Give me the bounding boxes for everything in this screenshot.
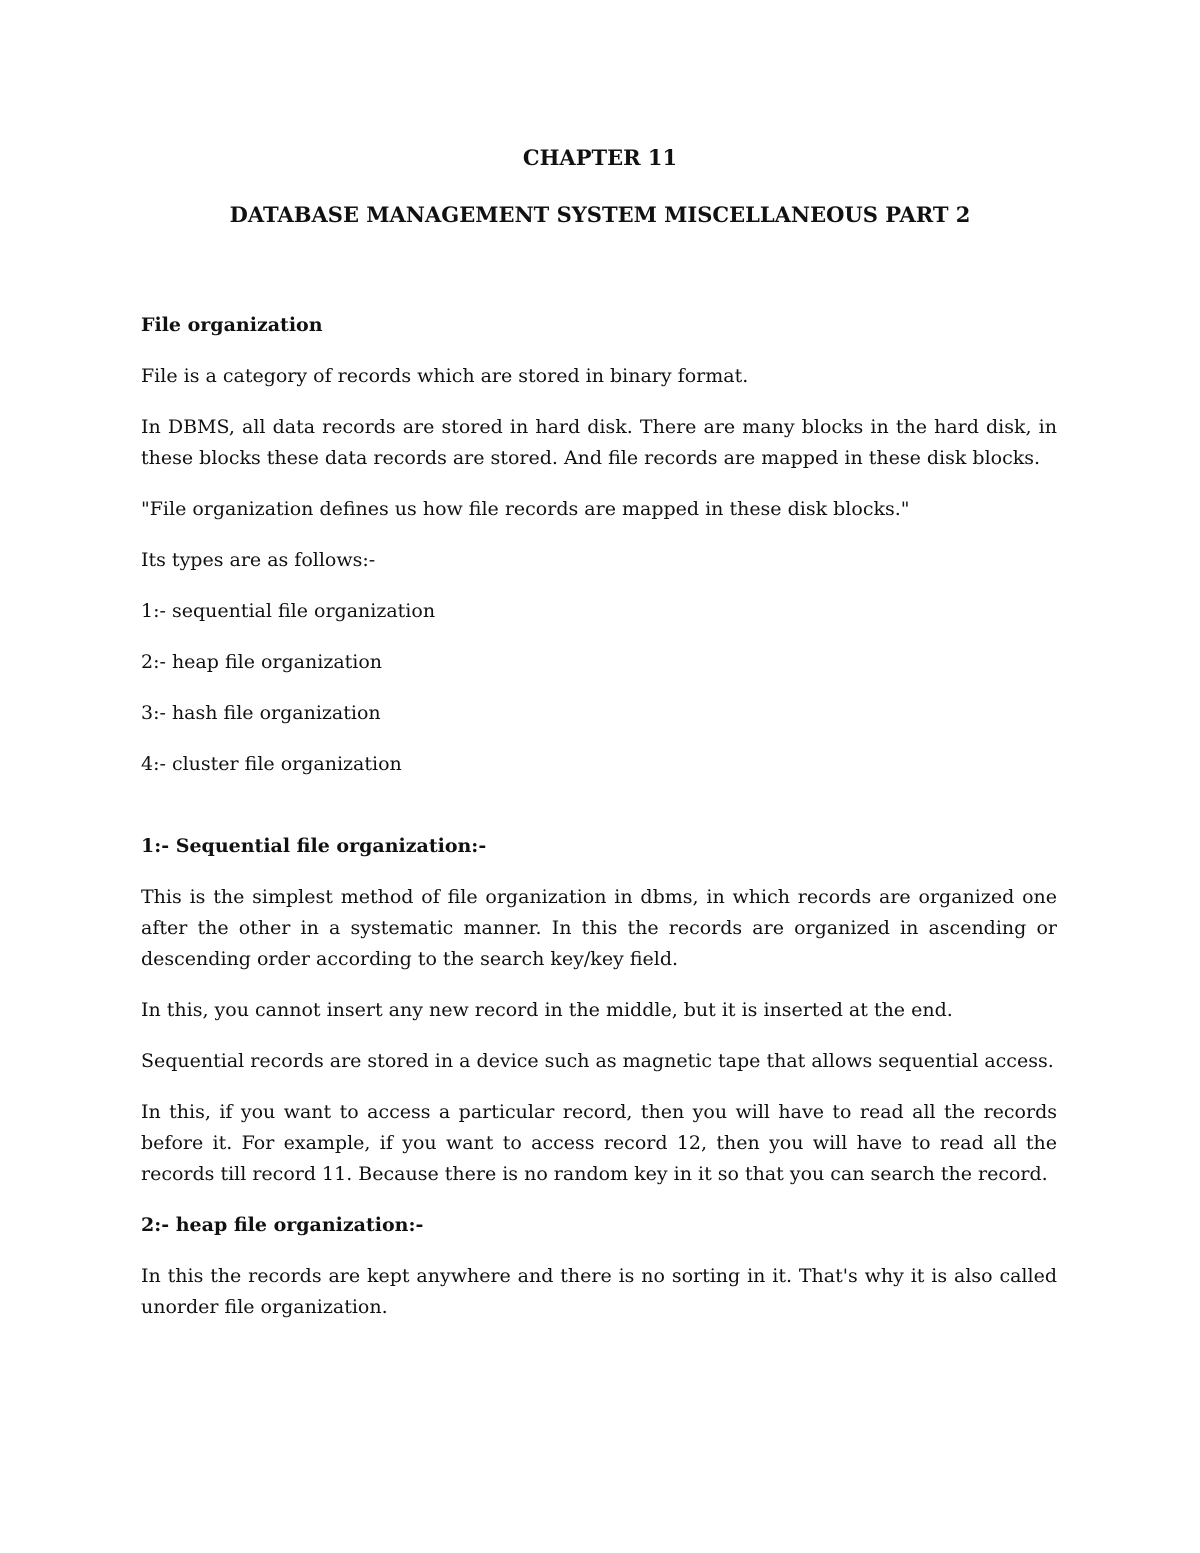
- section-heading-file-organization: File organization: [141, 314, 323, 336]
- list-item: 1:- sequential file organization: [141, 600, 436, 622]
- list-item: 3:- hash file organization: [141, 702, 381, 724]
- paragraph: File is a category of records which are stored in binary format.: [141, 365, 749, 387]
- paragraph: Sequential records are stored in a device such as magnetic tape that allows sequential access.: [141, 1050, 1054, 1072]
- paragraph: This is the simplest method of file organization in dbms, in which records are organized one after the other in a systematic manner. In this the records are organized in ascending or descending order according to the search key/key field.: [141, 886, 1057, 970]
- paragraph: Its types are as follows:-: [141, 549, 376, 571]
- chapter-title: DATABASE MANAGEMENT SYSTEM MISCELLANEOUS PART 2: [229, 202, 971, 227]
- paragraph: In this, if you want to access a particular record, then you will have to read all the records before it. For example, if you want to access record 12, then you will have to read all the records till record 11. Because there is no random key in it so that you can search the record.: [141, 1101, 1057, 1185]
- spacer: [141, 800, 1057, 831]
- types-list: [141, 596, 1057, 780]
- paragraph: In this, you cannot insert any new record in the middle, but it is inserted at the end.: [141, 999, 953, 1021]
- chapter-number: CHAPTER 11: [522, 145, 678, 170]
- paragraph: In this the records are kept anywhere and there is no sorting in it. That's why it is also called unorder file organization.: [141, 1265, 1057, 1318]
- section-heading-sequential: 1:- Sequential file organization:-: [141, 835, 487, 857]
- paragraph-quote: "File organization defines us how file records are mapped in these disk blocks.": [141, 498, 910, 520]
- paragraph: In DBMS, all data records are stored in hard disk. There are many blocks in the hard disk, in these blocks these data records are stored. And file records are mapped in these disk blocks.: [141, 416, 1057, 469]
- section-heading-heap: 2:- heap file organization:-: [141, 1214, 424, 1236]
- document-body: [141, 310, 1057, 1343]
- list-item: 4:- cluster file organization: [141, 753, 402, 775]
- list-item: 2:- heap file organization: [141, 651, 383, 673]
